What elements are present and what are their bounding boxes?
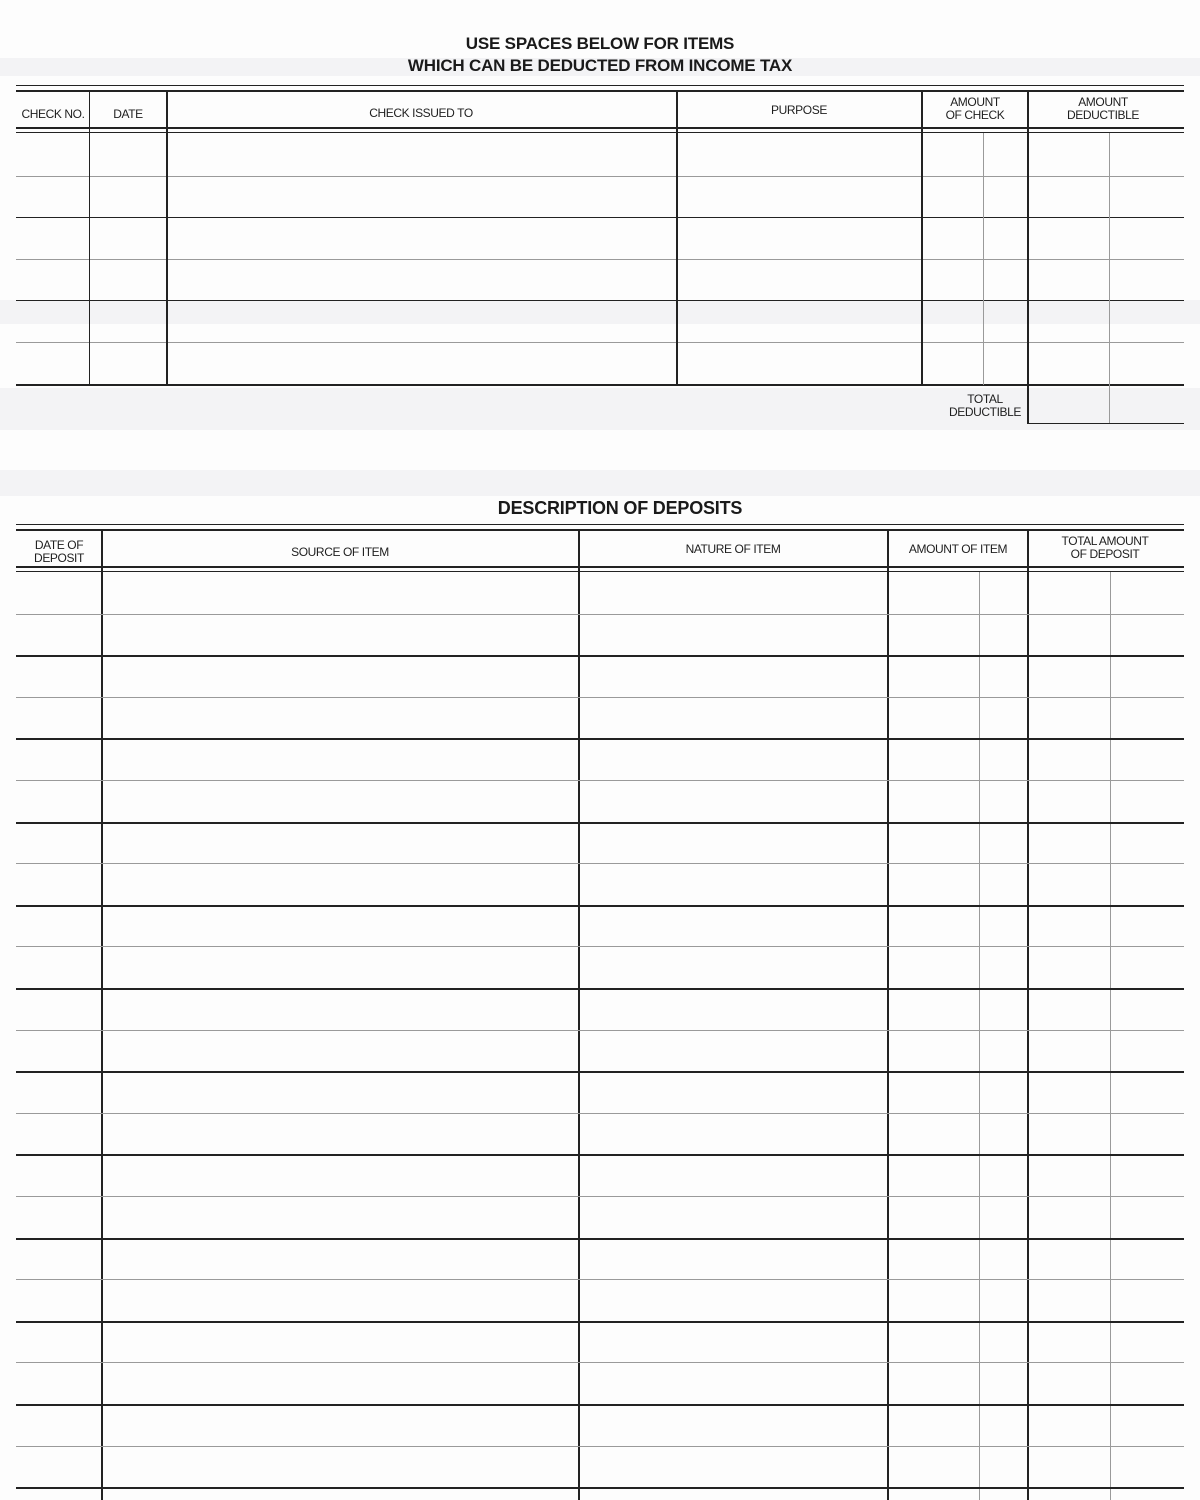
cents-divider <box>983 133 984 385</box>
row-line <box>16 1071 1184 1073</box>
rule <box>16 571 1184 572</box>
row-line <box>16 1196 1184 1197</box>
total-deductible-line2: DEDUCTIBLE <box>948 405 1021 419</box>
rule <box>16 85 1184 86</box>
row-line <box>16 259 1184 260</box>
deductions-title-line2: WHICH CAN BE DEDUCTED FROM INCOME TAX <box>407 56 793 75</box>
rule <box>16 132 1184 133</box>
col-date-of-deposit-line1: DATE OF <box>34 538 84 552</box>
row-line <box>16 822 1184 824</box>
col-total-amount-line1: TOTAL AMOUNT <box>1061 534 1149 548</box>
row-line <box>16 780 1184 781</box>
deductions-title <box>0 33 1200 77</box>
row-line <box>16 1487 1184 1489</box>
col-divider <box>1027 531 1029 1500</box>
col-amount-of-check-line2: OF CHECK <box>945 108 1005 122</box>
row-line <box>16 217 1184 218</box>
row-line <box>16 1030 1184 1031</box>
row-line <box>16 300 1184 301</box>
row-line <box>16 384 1184 386</box>
col-check-no: CHECK NO. <box>21 107 85 121</box>
col-source-of-item: SOURCE OF ITEM <box>291 545 389 559</box>
cents-divider <box>979 572 980 1500</box>
scan-shading <box>0 300 1200 324</box>
col-total-amount-of-deposit <box>1028 535 1182 561</box>
row-line <box>16 1446 1184 1447</box>
col-total-amount-line2: OF DEPOSIT <box>1070 547 1140 561</box>
rule <box>16 529 1184 531</box>
col-divider <box>89 92 90 385</box>
col-amount-of-item: AMOUNT OF ITEM <box>908 542 1008 556</box>
row-line <box>16 988 1184 990</box>
cents-divider <box>1110 572 1111 1500</box>
total-deductible-line1: TOTAL <box>967 392 1003 406</box>
row-line <box>16 176 1184 177</box>
col-nature-of-item: NATURE OF ITEM <box>685 542 781 556</box>
deductions-title-line1: USE SPACES BELOW FOR ITEMS <box>465 34 735 53</box>
col-purpose: PURPOSE <box>771 103 827 117</box>
total-box-bottom <box>1028 423 1184 424</box>
col-date: DATE <box>113 107 143 121</box>
row-line <box>16 1238 1184 1240</box>
col-amount-of-check-line1: AMOUNT <box>950 95 1000 109</box>
row-line <box>16 905 1184 907</box>
col-date-of-deposit <box>16 539 102 565</box>
row-line <box>16 697 1184 698</box>
total-deductible-label <box>940 393 1030 419</box>
col-divider <box>578 531 580 1500</box>
rule <box>16 127 1184 129</box>
row-line <box>16 1154 1184 1156</box>
row-line <box>16 946 1184 947</box>
deposits-title: DESCRIPTION OF DEPOSITS <box>497 498 743 518</box>
col-amount-deductible-line1: AMOUNT <box>1078 95 1128 109</box>
cents-divider <box>1109 133 1110 424</box>
rule <box>16 524 1184 525</box>
col-divider <box>921 92 923 385</box>
row-line <box>16 614 1184 615</box>
col-divider <box>101 531 103 1500</box>
row-line <box>16 1321 1184 1323</box>
col-amount-deductible-line2: DEDUCTIBLE <box>1066 108 1139 122</box>
col-date-of-deposit-line2: DEPOSIT <box>34 551 84 565</box>
row-line <box>16 1279 1184 1280</box>
row-line <box>16 1362 1184 1363</box>
col-divider <box>166 92 168 385</box>
row-line <box>16 342 1184 343</box>
col-amount-of-check <box>922 96 1028 122</box>
scan-shading <box>0 470 1200 496</box>
rule <box>16 90 1184 92</box>
row-line <box>16 738 1184 740</box>
col-check-issued-to: CHECK ISSUED TO <box>369 106 473 120</box>
col-amount-deductible <box>1028 96 1178 122</box>
rule <box>16 566 1184 568</box>
row-line <box>16 655 1184 657</box>
col-divider <box>676 92 678 385</box>
col-divider <box>887 531 889 1500</box>
row-line <box>16 1113 1184 1114</box>
col-divider <box>1027 92 1029 424</box>
row-line <box>16 863 1184 864</box>
row-line <box>16 1404 1184 1406</box>
